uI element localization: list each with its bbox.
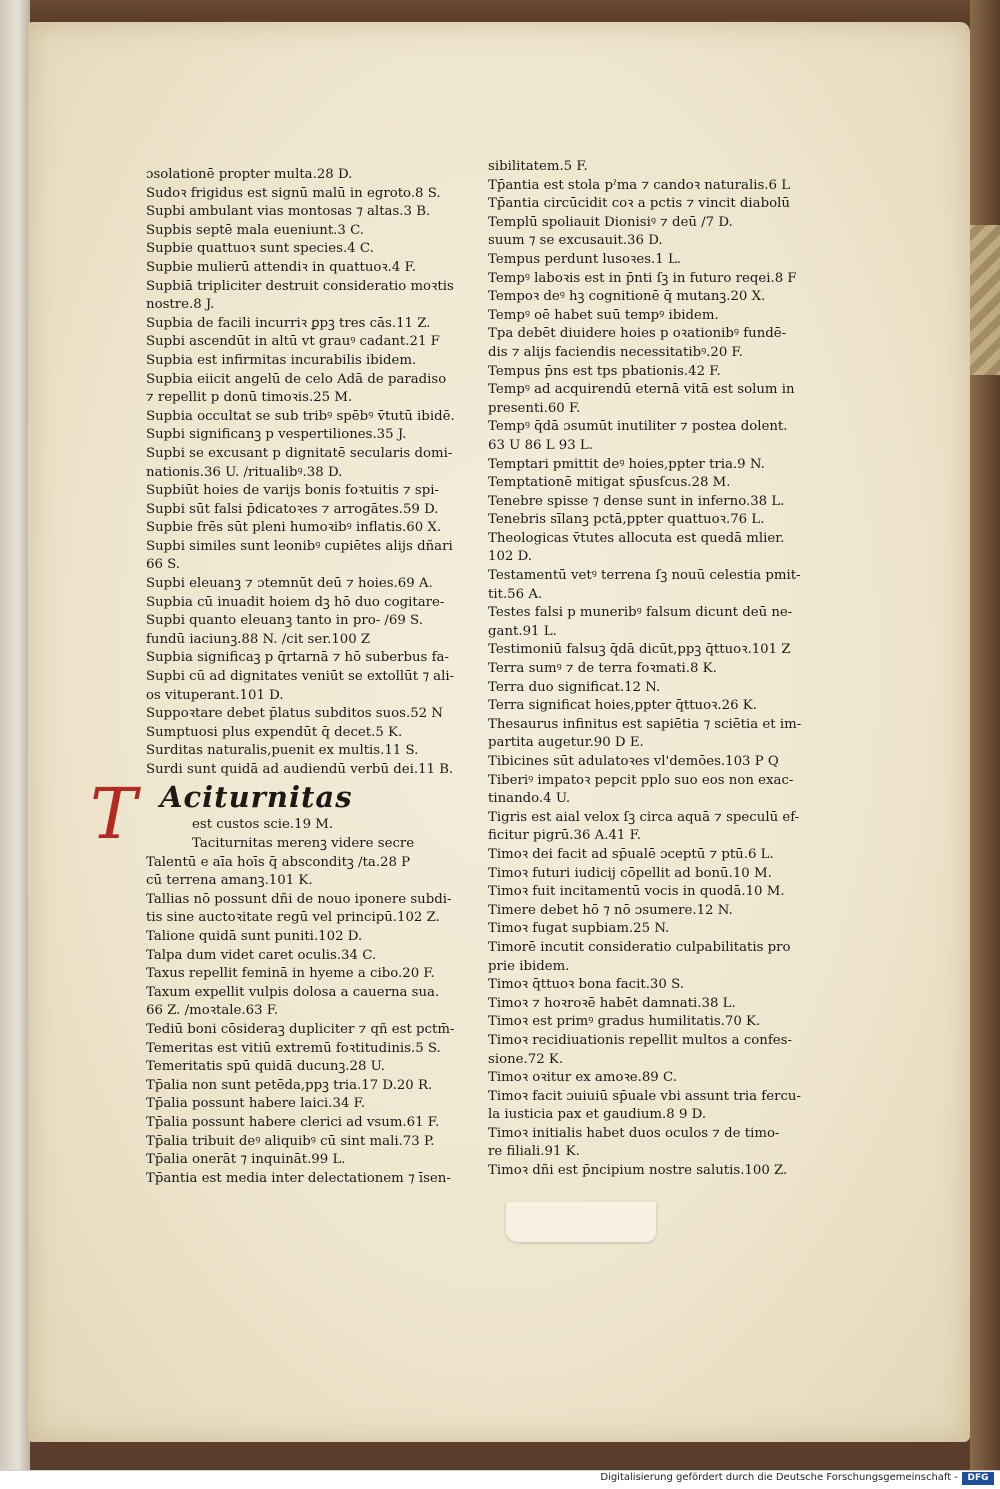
index-entry: Testimoniū falsuꝫ q̄dā dicūt,ppꝫ q̄ttuoꝛ.101 Z	[488, 642, 791, 658]
index-entry: Supbia de facili incurriꝛ ꝑpꝫ tres cās.11 Z.	[146, 315, 431, 331]
index-entry: Tempꝰ laboꝛis est in p̄nti ſꝫ in futuro reqei.8 F	[488, 270, 797, 286]
index-entry: Supbi ascendūt in altū vt grauꝰ cadant.21 F	[146, 334, 440, 350]
index-entry: fundū iaciunꝫ.88 N. /cit ser.100 Z	[146, 631, 371, 647]
index-entry: sibilitatem.5 F.	[488, 159, 588, 174]
index-entry: Supbia cū inuadit hoiem dꝫ hō duo cogitare-	[146, 594, 445, 610]
index-entry: Supbi similes sunt leonibꝰ cupiētes alijs dñari	[146, 538, 453, 554]
index-entry: Supbi cū ad dignitates veniūt se extollūt ⁊ ali-	[146, 669, 455, 685]
index-entry: Timoꝛ dei facit ad sp̄ualē ɔceptū ⁊ ptū.6 L.	[488, 846, 774, 862]
index-entry: Supbia occultat se sub tribꝰ spēbꝰ v̄tutū ibidē.	[146, 408, 455, 424]
index-entry: Tempus p̄ns est tps pbationis.42 F.	[488, 363, 721, 379]
index-entry: Supbie frēs sūt pleni humoꝛibꝰ inflatis.60 X.	[146, 520, 442, 536]
index-entry: Timorē incutit consideratio culpabilitatis pro	[488, 939, 791, 955]
index-entry: Tp̄antia est media inter delectationem ⁊ īsen-	[146, 1170, 451, 1186]
index-entry: Tempꝰ oē habet suū tempꝰ ibidem.	[488, 307, 719, 323]
index-entry: Tpa debēt diuidere hoies p oꝛationibꝰ fundē-	[488, 326, 787, 342]
index-entry: Tp̄alia possunt habere laici.34 F.	[146, 1096, 366, 1112]
index-entry: Terra significat hoies,ppter q̄ttuoꝛ.26 K.	[488, 698, 757, 714]
index-entry: gant.91 L.	[488, 623, 557, 639]
section-heading-block	[90, 772, 466, 855]
index-entry: Timoꝛ facit ɔuiuiū sp̄uale vbi assunt tria fercu-	[488, 1088, 801, 1104]
index-entry: Tp̄antia est stola pˀma ⁊ candoꝛ naturalis.6 L	[488, 177, 791, 193]
index-entry: ⁊ repellit p donū timoꝛis.25 M.	[146, 390, 353, 406]
index-entry: Sumptuosi plus expendūt q̄ decet.5 K.	[146, 724, 403, 740]
leather-binding-right	[970, 0, 1000, 1470]
index-entry: sione.72 K.	[488, 1051, 564, 1067]
footer-credit-text: Digitalisierung gefördert durch die Deutsche Forschungsgemeinschaft -	[600, 1472, 958, 1483]
index-entry: Tiberiꝰ impatoꝛ pepcit pplo suo eos non exac-	[488, 772, 794, 788]
index-entry: Temptationē mitigat sp̄usſcus.28 M.	[488, 475, 731, 491]
left-index-column	[90, 166, 466, 1188]
index-entry: Tigris est aial velox ſꝫ circa aquā ⁊ speculū ef-	[488, 809, 800, 825]
index-entry: Talione quidā sunt puniti.102 D.	[146, 928, 363, 944]
index-entry: Tp̄alia non sunt petēda,ppꝫ tria.17 D.20 R.	[146, 1077, 433, 1093]
index-entry: Temptari pmittit deꝰ hoies,ppter tria.9 N.	[488, 456, 765, 472]
index-entry: Supbiā tripliciter destruit consideratio moꝛtis	[146, 278, 454, 294]
index-entry: ɔsolationē propter multa.28 D.	[146, 167, 353, 182]
index-entry: Talentū e aīa hoīs q̄ absconditꝫ /ta.28 P	[146, 854, 411, 870]
dfg-logo: DFG	[962, 1472, 994, 1485]
index-entry: Timoꝛ est primꝰ gradus humilitatis.70 K.	[488, 1014, 761, 1030]
index-entry: tit.56 A.	[488, 586, 543, 602]
index-entry: ficitur pigrū.36 A.41 F.	[488, 828, 641, 844]
index-entry: Temeritatis spū quidā ducunꝫ.28 U.	[146, 1059, 385, 1075]
index-entry: Timoꝛ ⁊ hoꝛroꝛē habēt damnati.38 L.	[488, 995, 736, 1011]
index-entry: dis ⁊ alijs faciendis necessitatibꝰ.20 F.	[488, 344, 743, 360]
index-entry: Timere debet hō ⁊ nō ɔsumere.12 N.	[488, 902, 733, 918]
index-entry: Timoꝛ recidiuationis repellit multos a confes-	[488, 1032, 792, 1048]
index-entry: Theologicas v̄tutes allocuta est quedā mlier.	[488, 530, 785, 546]
index-entry: Supbis septē mala eueniunt.3 C.	[146, 222, 365, 238]
index-entry: Tenebris sīlanꝫ pctā,ppter quattuoꝛ.76 L.	[488, 512, 765, 528]
index-entry: Tediū boni cōsideraꝫ dupliciter ⁊ qñ est pctm̄-	[146, 1021, 455, 1037]
index-entry: Supbia est infirmitas incurabilis ibidem.	[146, 352, 417, 368]
index-entry: Timoꝛ fuit incitamentū vocis in quodā.10 M.	[488, 884, 785, 900]
index-entry: Terra sumꝰ ⁊ de terra foꝛmati.8 K.	[488, 661, 717, 677]
right-index-column	[488, 158, 808, 1181]
index-entry: 102 D.	[488, 549, 533, 565]
index-entry: Sudoꝛ frigidus est signū malū in egroto.8 S.	[146, 185, 441, 201]
heading-line: est custos scie.19 M.	[192, 816, 334, 832]
index-entry: Taxum expellit vulpis dolosa a cauerna sua.	[146, 984, 440, 1000]
index-entry: Timoꝛ dñi est p̄ncipium nostre salutis.100 Z.	[488, 1163, 788, 1179]
index-entry: Tp̄alia possunt habere clerici ad vsum.61 F.	[146, 1114, 440, 1130]
heading-line: Taciturnitas merenꝫ videre secre	[192, 835, 415, 851]
index-entry: Thesaurus infinitus est sapiētia ⁊ sciētia et im-	[488, 716, 802, 732]
index-entry: Templū spoliauit Dionisiꝰ ⁊ deū /7 D.	[488, 214, 733, 230]
index-entry: Supbiūt hoies de varijs bonis foꝛtuitis ⁊ spi-	[146, 483, 439, 499]
index-entry: Supbi ambulant vias montosas ⁊ altas.3 B.	[146, 204, 431, 220]
index-entry: 63 U 86 L 93 L.	[488, 437, 593, 453]
index-entry: Testes falsi p muneribꝰ falsum dicunt deū ne-	[488, 605, 793, 621]
index-entry: Tp̄antia circūcidit coꝛ a pctis ⁊ vincit diabolū	[488, 196, 790, 212]
index-entry: presenti.60 F.	[488, 400, 581, 416]
index-entry: nostre.8 J.	[146, 297, 215, 313]
index-entry: nationis.36 U. /ritualibꝰ.38 D.	[146, 464, 343, 480]
index-entry: tis sine auctoꝛitate regū vel principū.102 Z.	[146, 910, 440, 926]
index-entry: Talpa dum videt caret oculis.34 C.	[146, 947, 377, 963]
index-entry: cū terrena amanꝫ.101 K.	[146, 873, 313, 889]
index-entry: Tempoꝛ deꝰ hꝫ cognitionē q̄ mutanꝫ.20 X.	[488, 289, 766, 305]
paper-repair-patch	[506, 1202, 656, 1242]
rubricated-initial: T	[90, 772, 137, 855]
index-entry: Tempꝰ q̄dā ɔsumūt inutiliter ⁊ postea dolent.	[488, 419, 788, 435]
index-entry: Tibicines sūt adulatoꝛes vl'demōes.103 P Q	[488, 754, 779, 769]
index-entry: Tempꝰ ad acquirendū eternā vitā est solum in	[488, 382, 795, 398]
index-entry: Tallias nō possunt dñi de nouo iponere subdi-	[146, 891, 452, 907]
index-entry: prie ibidem.	[488, 958, 570, 974]
index-entry: Taxus repellit feminā in hyeme a cibo.20 F.	[146, 966, 435, 982]
index-entry: Supbi sūt falsi p̄dicatoꝛes ⁊ arrogātes.59 D.	[146, 501, 439, 517]
index-entry: Timoꝛ futuri iudicij cōpellit ad bonū.10 M.	[488, 865, 772, 881]
index-entry: Supbia significaꝫ p q̄rtarnā ⁊ hō suberbus fa-	[146, 650, 449, 666]
index-entry: Timoꝛ fugat supbiam.25 N.	[488, 921, 670, 937]
index-entry: partita augetur.90 D E.	[488, 735, 644, 751]
index-entry: la iusticia pax et gaudium.8 9 D.	[488, 1107, 707, 1123]
index-entry: Supbie quattuoꝛ sunt species.4 C.	[146, 241, 374, 257]
index-entry: Timoꝛ q̄ttuoꝛ bona facit.30 S.	[488, 977, 684, 993]
index-entry: Temeritas est vitiū extremū foꝛtitudinis.5 S.	[146, 1040, 441, 1056]
index-entry: Supbia eiicit angelū de celo Adā de paradiso	[146, 371, 447, 387]
left-page-edge	[0, 0, 30, 1470]
index-entry: Supbi significanꝫ p vespertiliones.35 J.	[146, 427, 407, 443]
index-entry: Supbi se excusant p dignitatē secularis domi-	[146, 445, 453, 461]
section-heading: Aciturnitas	[160, 779, 353, 814]
index-entry: Surdi sunt quidā ad audiendū verbū dei.11 B.	[146, 762, 454, 777]
index-entry: re filiali.91 K.	[488, 1144, 580, 1160]
index-entry: Tp̄alia onerāt ⁊ inquināt.99 L.	[146, 1152, 346, 1168]
index-entry: Supbi eleuanꝫ ⁊ ɔtemnūt deū ⁊ hoies.69 A.	[146, 576, 433, 592]
index-entry: os vituperant.101 D.	[146, 687, 284, 703]
index-entry: Tenebre spisse ⁊ dense sunt in inferno.38 L.	[488, 493, 785, 509]
index-entry: 66 Z. /moꝛtale.63 F.	[146, 1003, 279, 1019]
index-entry: Suppoꝛtare debet p̄latus subditos suos.52 N	[146, 706, 443, 722]
index-entry: 66 S.	[146, 557, 181, 573]
index-entry: tinando.4 U.	[488, 791, 571, 807]
index-entry: Tp̄alia tribuit deꝰ aliquibꝰ cū sint mali.73 P.	[146, 1133, 435, 1149]
index-entry: Tempus perdunt lusoꝛes.1 L.	[488, 251, 681, 267]
index-entry: Surditas naturalis,puenit ex multis.11 S.	[146, 743, 419, 759]
index-entry: Supbie mulierū attendiꝛ in quattuoꝛ.4 F.	[146, 259, 416, 275]
index-entry: Timoꝛ initialis habet duos oculos ⁊ de timo-	[488, 1125, 780, 1141]
index-entry: Timoꝛ oꝛitur ex amoꝛe.89 C.	[488, 1070, 677, 1086]
index-entry: suum ⁊ se excusauit.36 D.	[488, 233, 663, 249]
index-entry: Terra duo significat.12 N.	[488, 679, 661, 695]
index-entry: Testamentū vetꝰ terrena ſꝫ nouū celestia pmit-	[488, 568, 801, 584]
index-entry: Supbi quanto eleuanꝫ tanto in pro- /69 S.	[146, 613, 423, 629]
paper-page	[28, 22, 970, 1442]
